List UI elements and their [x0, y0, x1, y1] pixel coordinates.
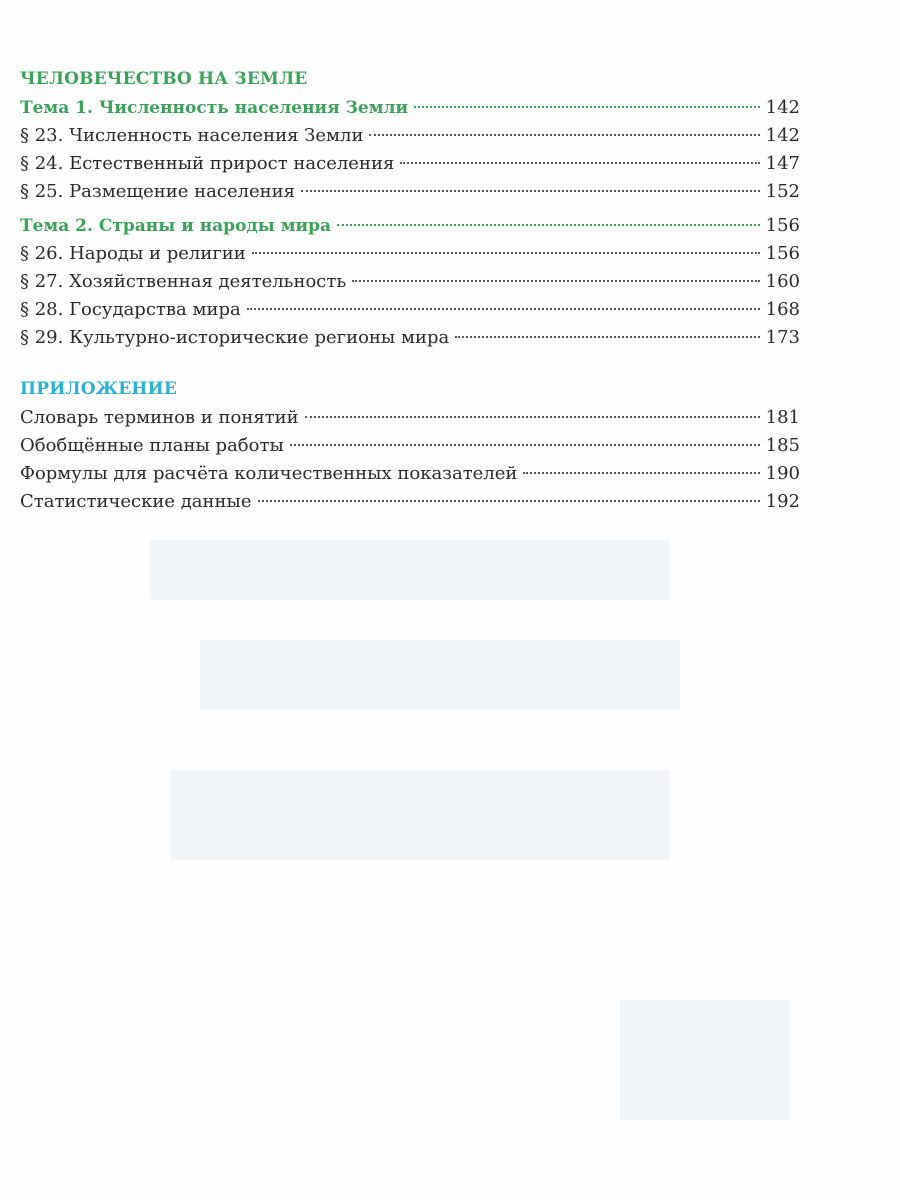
toc-appendix-statistics[interactable] — [20, 488, 800, 516]
toc-page-number: 152 — [765, 181, 800, 202]
toc-item-27[interactable] — [20, 268, 800, 296]
bleed-through-block — [150, 540, 670, 600]
toc-page-number: 156 — [765, 243, 800, 264]
toc-topic-label: Тема 2. Страны и народы мира — [20, 216, 331, 236]
toc-page-number: 181 — [765, 407, 800, 428]
toc-appendix-formulas[interactable] — [20, 460, 800, 488]
toc-item-24[interactable] — [20, 150, 800, 178]
toc-leader-dots — [305, 416, 760, 418]
toc-leader-dots — [400, 162, 759, 164]
toc-leader-dots — [414, 106, 760, 108]
toc-item-25[interactable] — [20, 178, 800, 206]
table-of-contents — [20, 64, 800, 516]
toc-leader-dots — [258, 500, 760, 502]
toc-appendix-work-plans[interactable] — [20, 432, 800, 460]
toc-topic-2[interactable] — [20, 212, 800, 240]
toc-leader-dots — [252, 252, 760, 254]
toc-item-label: Обобщённые планы работы — [20, 435, 284, 456]
toc-leader-dots — [455, 336, 759, 338]
toc-item-label: § 26. Народы и религии — [20, 243, 246, 264]
toc-leader-dots — [247, 308, 760, 310]
toc-item-23[interactable] — [20, 122, 800, 150]
toc-topic-1[interactable] — [20, 94, 800, 122]
toc-item-28[interactable] — [20, 296, 800, 324]
toc-item-label: § 28. Государства мира — [20, 299, 241, 320]
toc-item-label: Статистические данные — [20, 491, 252, 512]
toc-appendix-glossary[interactable] — [20, 404, 800, 432]
bleed-through-block — [200, 640, 680, 710]
section-title-appendix: ПРИЛОЖЕНИЕ — [20, 379, 178, 399]
toc-page-number: 156 — [765, 215, 800, 236]
toc-page-number: 147 — [765, 153, 800, 174]
toc-leader-dots — [290, 444, 760, 446]
toc-leader-dots — [337, 224, 760, 226]
toc-page-number: 192 — [765, 491, 800, 512]
spacer — [20, 352, 800, 374]
toc-leader-dots — [301, 190, 760, 192]
toc-page-number: 185 — [765, 435, 800, 456]
toc-page-number: 142 — [765, 97, 800, 118]
toc-page-number: 160 — [765, 271, 800, 292]
toc-page-number: 173 — [765, 327, 800, 348]
section-title-humanity: ЧЕЛОВЕЧЕСТВО НА ЗЕМЛЕ — [20, 69, 308, 89]
toc-item-label: § 24. Естественный прирост населения — [20, 153, 395, 174]
toc-item-label: § 25. Размещение населения — [20, 181, 296, 202]
toc-page-number: 142 — [765, 125, 800, 146]
toc-topic-label: Тема 1. Численность населения Земли — [20, 98, 409, 118]
toc-item-label: Формулы для расчёта количественных показателей — [20, 463, 518, 484]
toc-page-number: 190 — [765, 463, 800, 484]
bleed-through-block — [620, 1000, 790, 1120]
toc-item-29[interactable] — [20, 324, 800, 352]
toc-leader-dots — [352, 280, 760, 282]
toc-item-26[interactable] — [20, 240, 800, 268]
toc-leader-dots — [523, 472, 759, 474]
toc-item-label: Словарь терминов и понятий — [20, 407, 299, 428]
toc-page-number: 168 — [765, 299, 800, 320]
bleed-through-block — [170, 770, 670, 860]
toc-item-label: § 23. Численность населения Земли — [20, 125, 364, 146]
toc-item-label: § 27. Хозяйственная деятельность — [20, 271, 347, 292]
toc-leader-dots — [369, 134, 759, 136]
toc-item-label: § 29. Культурно-исторические регионы мира — [20, 327, 450, 348]
